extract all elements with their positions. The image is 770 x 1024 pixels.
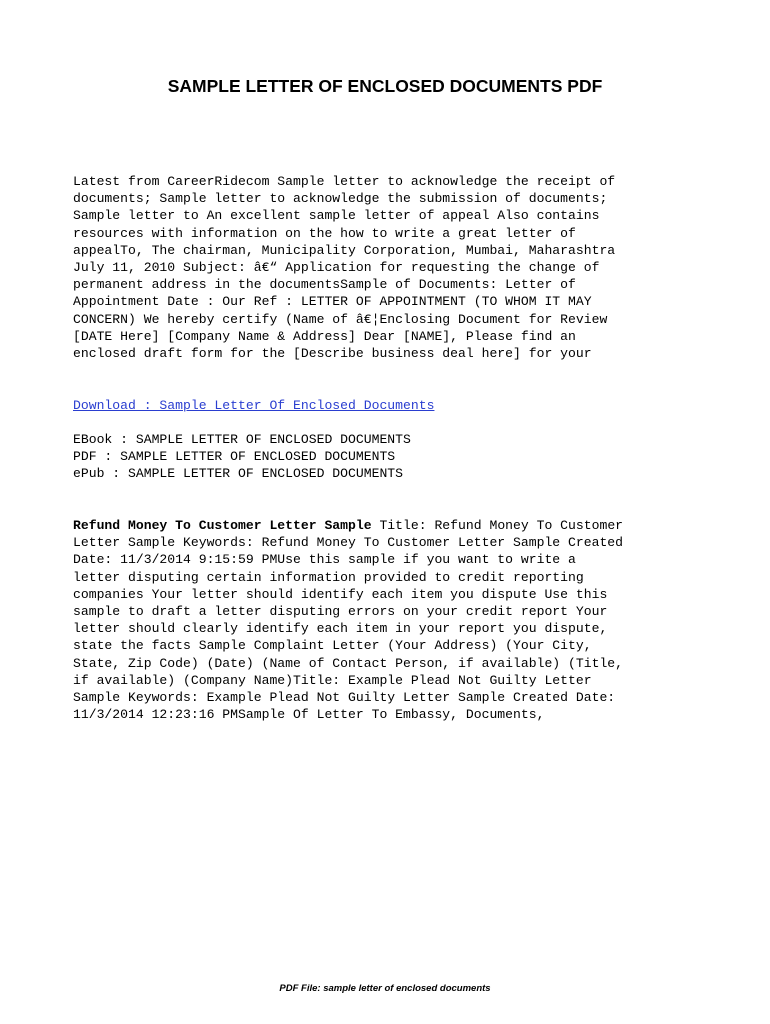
refund-line: letter should clearly identify each item in your report you dispute,: [73, 621, 608, 637]
intro-line: July 11, 2010 Subject: â€“ Application for requesting the change of: [73, 260, 600, 276]
refund-line: Letter Sample Keywords: Refund Money To Customer Letter Sample Created: [73, 535, 624, 551]
refund-heading: Refund Money To Customer Letter Sample: [73, 518, 372, 533]
download-link[interactable]: Download : Sample Letter Of Enclosed Documents: [73, 398, 435, 413]
intro-line: [DATE Here] [Company Name & Address] Dear [NAME], Please find an: [73, 328, 576, 344]
intro-line: enclosed draft form for the [Describe business deal here] for your: [73, 346, 592, 362]
refund-line: Sample Keywords: Example Plead Not Guilty Letter Sample Created Date:: [73, 690, 616, 706]
format-epub: ePub : SAMPLE LETTER OF ENCLOSED DOCUMENTS: [73, 466, 404, 482]
intro-line: Latest from CareerRidecom Sample letter to acknowledge the receipt of: [73, 174, 616, 189]
intro-line: Sample letter to An excellent sample letter of appeal Also contains: [73, 208, 600, 224]
format-list: [73, 431, 733, 483]
refund-line: 11/3/2014 12:23:16 PMSample Of Letter To Embassy, Documents,: [73, 707, 545, 723]
format-ebook: EBook : SAMPLE LETTER OF ENCLOSED DOCUMENTS: [73, 432, 411, 447]
intro-line: Appointment Date : Our Ref : LETTER OF APPOINTMENT (TO WHOM IT MAY: [73, 294, 592, 310]
intro-line: resources with information on the how to write a great letter of: [73, 225, 576, 241]
intro-paragraph: [73, 173, 733, 362]
intro-line: CONCERN) We hereby certify (Name of â€¦Enclosing Document for Review: [73, 311, 608, 327]
refund-paragraph: [73, 517, 733, 723]
refund-line: companies Your letter should identify each item you dispute Use this: [73, 586, 608, 602]
refund-line: sample to draft a letter disputing errors on your credit report Your: [73, 604, 608, 620]
download-section: [73, 397, 733, 414]
intro-line: appealTo, The chairman, Municipality Corporation, Mumbai, Maharashtra: [73, 242, 616, 258]
refund-line: state the facts Sample Complaint Letter (Your Address) (Your City,: [73, 638, 592, 654]
format-pdf: PDF : SAMPLE LETTER OF ENCLOSED DOCUMENTS: [73, 449, 396, 465]
refund-line: State, Zip Code) (Date) (Name of Contact Person, if available) (Title,: [73, 655, 624, 671]
refund-first-line: [73, 517, 733, 534]
refund-line: Date: 11/3/2014 9:15:59 PMUse this sample if you want to write a: [73, 552, 576, 568]
refund-line: if available) (Company Name)Title: Example Plead Not Guilty Letter: [73, 672, 592, 688]
refund-line: letter disputing certain information provided to credit reporting: [73, 569, 584, 585]
page-footer: PDF File: sample letter of enclosed documents: [279, 983, 491, 994]
intro-line: documents; Sample letter to acknowledge the submission of documents;: [73, 191, 608, 207]
refund-first-line-rest: Title: Refund Money To Customer: [371, 518, 624, 533]
page-title: SAMPLE LETTER OF ENCLOSED DOCUMENTS PDF: [167, 76, 603, 96]
intro-line: permanent address in the documentsSample of Documents: Letter of: [73, 277, 576, 293]
